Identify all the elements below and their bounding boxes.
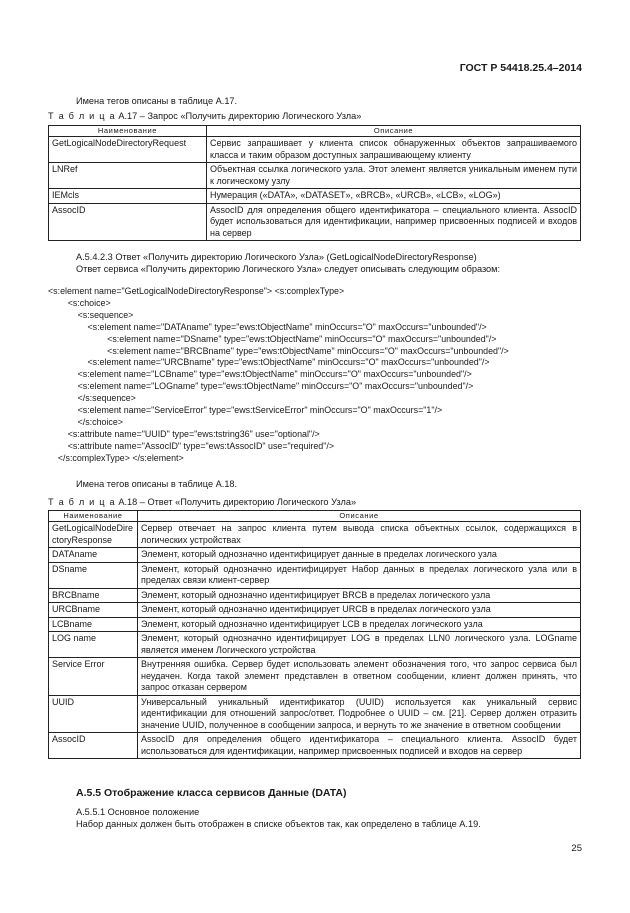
code-line: <s:sequence> (48, 309, 134, 320)
cell-description: Элемент, который однозначно идентифицирует URCB в пределах логического узла (138, 603, 581, 618)
column-header-name: Наименование (49, 126, 207, 137)
code-line: </s:choice> (48, 416, 123, 427)
cell-description: Универсальный уникальный идентификатор (UUID) используется как уникальный сервис идентификации для отношений запрос/ответ. Подробнее о UUID – см. [21]. Сервер должен отразить значение UUID, полученное в сообщении запроса, и вернуть то же значение в ответном сообщении (138, 695, 581, 733)
code-line: <s:element name="DSname" type="ews:tObjectName" minOccurs="O" maxOccurs="unbounded"/> (48, 333, 497, 344)
table-row (49, 695, 581, 733)
cell-description: Элемент, который однозначно идентифицирует Набор данных в пределах логического узла или в пределах связи клиент-сервер (138, 562, 581, 588)
cell-description: AssocID для определения общего идентификатора – специального клиента. AssocID будет использоваться для идентификации, например присвоенных подписей и входов на сервер (138, 733, 581, 759)
code-line: <s:element name="ServiceError" type="ews:tServiceError" minOccurs="O" maxOccurs="1"/> (48, 405, 443, 416)
cell-name: LNRef (49, 163, 207, 189)
code-line: <s:element name="LOGname" type="ews:tObjectName" minOccurs="O" maxOccurs="unbounded"/> (48, 381, 474, 392)
code-line: <s:attribute name="UUID" type="ews:tstring36" use="optional"/> (48, 428, 320, 439)
table-a18 (48, 510, 581, 759)
table-row (49, 203, 581, 241)
cell-name: DATAname (49, 548, 138, 563)
table-header-row (49, 126, 581, 137)
code-line: <s:choice> (48, 297, 111, 308)
cell-name: AssocID (49, 733, 138, 759)
subsection-text: Набор данных должен быть отображен в списке объектов так, как определено в таблице А.19. (76, 819, 481, 829)
cell-name: LOG name (49, 632, 138, 658)
standard-header: ГОСТ Р 54418.25.4–2014 (459, 62, 582, 74)
caption-text: А.17 – Запрос «Получить директорию Логического Узла» (118, 111, 362, 121)
table-a17 (48, 125, 581, 241)
code-line: <s:element name="URCBname" type="ews:tObjectName" minOccurs="O" maxOccurs="unbounded"/> (48, 357, 490, 368)
cell-description: Нумерация («DATA», «DATASET», «BRCB», «URCB», «LCB», «LOG») (207, 189, 581, 204)
cell-description: Внутренняя ошибка. Сервер будет использовать элемент обозначения того, что запрос сервиса был неудачен. Когда такой элемент представлен в ответном сообщении, клиент должен принять, что запрос отказан сервером (138, 658, 581, 696)
column-header-description: Описание (138, 511, 581, 522)
table-row (49, 562, 581, 588)
paragraph-intro-a17: Имена тегов описаны в таблице А.17. (76, 96, 238, 106)
cell-description: Сервис запрашивает у клиента список обнаруженных объектов запрашиваемого класса и таким образом доступных запрашивающему клиенту (207, 137, 581, 163)
table-a18-caption (48, 497, 356, 507)
cell-description: Элемент, который однозначно идентифицирует данные в пределах логического узла (138, 548, 581, 563)
caption-prefix: Т а б л и ц а (48, 111, 116, 121)
page-number: 25 (571, 843, 582, 854)
cell-description: Элемент, который однозначно идентифицирует BRCB в пределах логического узла (138, 588, 581, 603)
cell-description: Объектная ссылка логического узла. Этот элемент является уникальным имeнем пути к логическому узлу (207, 163, 581, 189)
table-row (49, 658, 581, 696)
column-header-description: Описание (207, 126, 581, 137)
cell-name: BRCBname (49, 588, 138, 603)
code-line: <s:element name="DATAname" type="ews:tObjectName" minOccurs="O" maxOccurs="unbounded"/> (48, 321, 487, 332)
code-line: </s:complexType> </s:element> (48, 452, 184, 463)
code-line: <s:element name="BRCBname" type="ews:tObjectName" minOccurs="O" maxOccurs="unbounded"/> (48, 345, 509, 356)
clause-heading: А.5.4.2.3 Ответ «Получить директорию Логического Узла» (GetLogicalNodeDirectoryResponse) (76, 252, 477, 262)
paragraph-intro-a18: Имена тегов описаны в таблице А.18. (76, 479, 238, 489)
table-row (49, 189, 581, 204)
cell-description: Элемент, который однозначно идентифицирует LCB в пределах логического узла (138, 617, 581, 632)
caption-text: А.18 – Ответ «Получить директорию Логического Узла» (118, 497, 357, 507)
code-line: <s:element name="LCBname" type="ews:tObjectName" minOccurs="O" maxOccurs="unbounded"/> (48, 369, 472, 380)
cell-description: Сервер отвечает на запрос клиента путем вывода списка объектных ссылок, содержащихся в логических устройствах (138, 522, 581, 548)
cell-description: Элемент, который однозначно идентифицирует LOG в пределах LLN0 логического узла. LOGname является именем Логического устройства (138, 632, 581, 658)
cell-name: AssocID (49, 203, 207, 241)
cell-description: AssocID для определения общего идентификатора – специального клиента. AssocID будет использоваться для идентификации, например присвоенных подписей и входов на сервер (207, 203, 581, 241)
table-row (49, 548, 581, 563)
cell-name: UUID (49, 695, 138, 733)
table-row (49, 603, 581, 618)
caption-prefix: Т а б л и ц а (48, 497, 116, 507)
code-line: <s:attribute name="AssocID" type="ews:tAssocID" use="required"/> (48, 440, 335, 451)
table-header-row (49, 511, 581, 522)
table-row (49, 522, 581, 548)
subsection-heading: А.5.5.1 Основное положение (76, 807, 200, 817)
column-header-name: Наименование (49, 511, 138, 522)
table-row (49, 163, 581, 189)
table-a17-caption (48, 111, 361, 121)
code-line: <s:element name="GetLogicalNodeDirectoryResponse"> <s:complexType> (48, 286, 345, 296)
cell-name: IEMcls (49, 189, 207, 204)
table-row (49, 588, 581, 603)
clause-text: Ответ сервиса «Получить директорию Логического Узла» следует описывать следующим образом: (76, 264, 501, 274)
table-row (49, 137, 581, 163)
table-row (49, 617, 581, 632)
xml-schema-code (48, 286, 509, 465)
section-heading: А.5.5 Отображение класса сервисов Данные (DATA) (76, 787, 347, 799)
cell-name: DSname (49, 562, 138, 588)
cell-name: GetLogicalNodeDirectoryResponse (49, 522, 138, 548)
table-row (49, 733, 581, 759)
cell-name: LCBname (49, 617, 138, 632)
table-row (49, 632, 581, 658)
code-line: </s:sequence> (48, 393, 136, 404)
cell-name: URCBname (49, 603, 138, 618)
cell-name: GetLogicalNodeDirectoryRequest (49, 137, 207, 163)
cell-name: Service Error (49, 658, 138, 696)
